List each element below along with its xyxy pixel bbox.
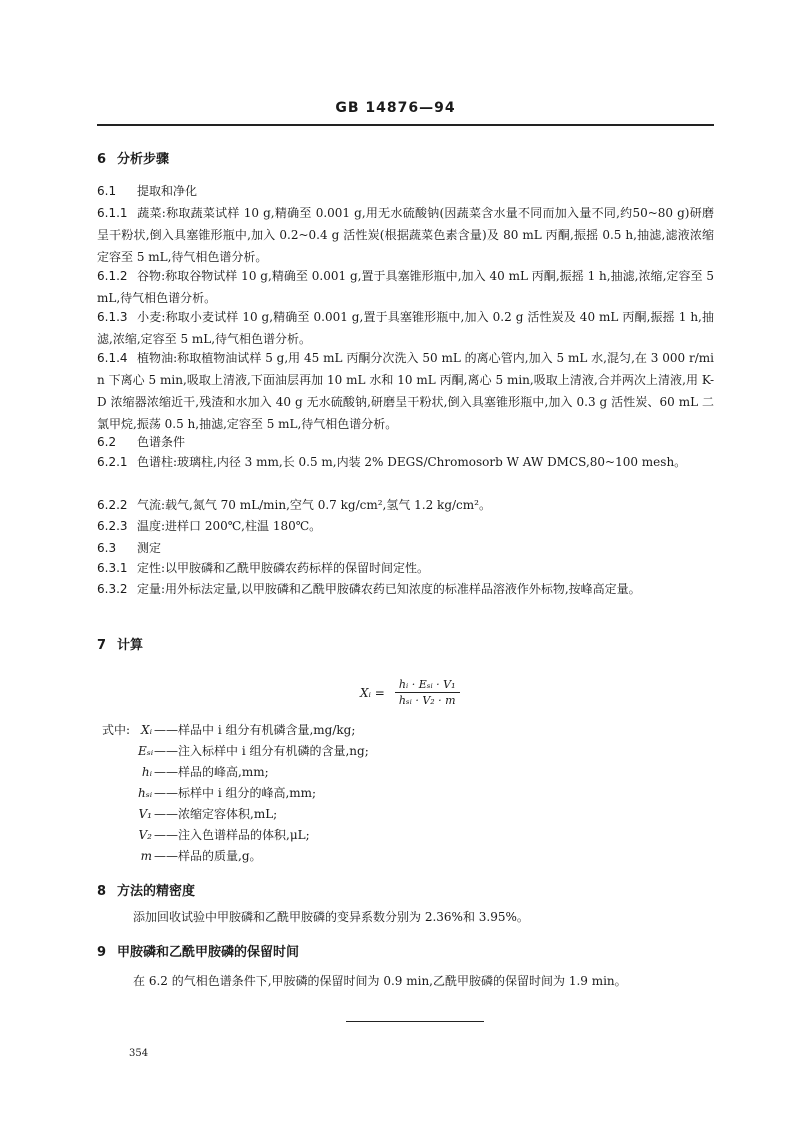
subsection-number: 6.2: [97, 435, 117, 449]
variable-description: ——注入色谱样品的体积,μL;: [154, 828, 310, 842]
variable-description: ——浓缩定容体积,mL;: [154, 807, 278, 821]
variable-symbol: V₂: [138, 828, 152, 842]
clause-text: 气流:载气,氮气 70 mL/min,空气 0.7 kg/cm²,氢气 1.2 kg/cm²。: [137, 498, 491, 512]
subsection-6-2: [97, 431, 714, 453]
clause-number: 6.1.2: [97, 269, 128, 283]
clause-text: 定量:用外标法定量,以甲胺磷和乙酰甲胺磷农药已知浓度的标准样品溶液作外标物,按峰高定量。: [137, 582, 641, 596]
clause-number: 6.1.3: [97, 310, 128, 324]
variable-row: [102, 846, 369, 867]
section-number: 6: [97, 152, 107, 167]
section-number: 7: [97, 638, 107, 653]
paragraph-6-1-2: [97, 265, 714, 309]
subsection-number: 6.1: [97, 184, 117, 198]
section-number: 8: [97, 884, 107, 899]
page-number: 354: [129, 1048, 149, 1059]
variable-row: [102, 720, 369, 741]
section-number: 9: [97, 945, 107, 960]
paragraph-6-2-1: [97, 451, 714, 473]
calculation-formula: [360, 678, 460, 707]
variable-symbol: Eₛᵢ: [138, 744, 154, 758]
section-9-heading: [97, 941, 714, 964]
subsection-title: 测定: [137, 541, 162, 555]
variable-row: [102, 762, 369, 783]
section-6-heading: [97, 148, 714, 171]
variable-description: ——标样中 i 组分的峰高,mm;: [154, 786, 317, 800]
section-8-text: 添加回收试验中甲胺磷和乙酰甲胺磷的变异系数分别为 2.36%和 3.95%。: [133, 910, 529, 924]
variable-description: ——样品中 i 组分有机磷含量,mg/kg;: [154, 723, 356, 737]
subsection-number: 6.3: [97, 541, 117, 555]
paragraph-6-1-4: [97, 347, 714, 435]
clause-number: 6.1.4: [97, 351, 128, 365]
formula-lhs: Xᵢ =: [360, 685, 385, 700]
formula-fraction: [395, 678, 460, 707]
variable-description: ——样品的质量,g。: [154, 849, 262, 863]
section-title: 甲胺磷和乙酰甲胺磷的保留时间: [117, 945, 300, 960]
subsection-6-1: [97, 180, 714, 202]
end-rule: [346, 1021, 484, 1022]
subsection-6-3: [97, 537, 714, 559]
section-7-heading: [97, 634, 714, 657]
subsection-title: 色谱条件: [137, 435, 186, 449]
clause-text: 小麦:称取小麦试样 10 g,精确至 0.001 g,置于具塞锥形瓶中,加入 0.2 g 活性炭及 40 mL 丙酮,振摇 1 h,抽滤,浓缩,定容至 5 mL,待气相色谱分析。: [97, 310, 714, 346]
clause-text: 定性:以甲胺磷和乙酰甲胺磷农药标样的保留时间定性。: [137, 561, 430, 575]
variable-description: ——样品的峰高,mm;: [154, 765, 269, 779]
clause-number: 6.3.2: [97, 582, 128, 596]
clause-number: 6.1.1: [97, 206, 128, 220]
section-title: 计算: [117, 638, 144, 653]
clause-text: 温度:进样口 200℃,柱温 180℃。: [137, 519, 322, 533]
variable-definitions: [102, 720, 369, 867]
paragraph-6-2-2: [97, 494, 714, 516]
variable-row: [102, 741, 369, 762]
clause-number: 6.2.2: [97, 498, 128, 512]
variable-symbol: m: [140, 849, 152, 863]
paragraph-6-3-2: [97, 578, 714, 600]
section-title: 分析步骤: [117, 152, 170, 167]
paragraph-6-2-3: [97, 515, 714, 537]
standard-number-header: GB 14876—94: [335, 100, 456, 116]
formula-numerator: hᵢ · Eₛᵢ · V₁: [395, 678, 460, 693]
variable-symbol: Xᵢ: [141, 723, 152, 737]
formula-denominator: hₛᵢ · V₂ · m: [398, 694, 456, 707]
clause-number: 6.3.1: [97, 561, 128, 575]
variable-symbol: hₛᵢ: [138, 786, 153, 800]
header-rule: [97, 124, 714, 126]
variable-description: ——注入标样中 i 组分有机磷的含量,ng;: [154, 744, 369, 758]
variable-symbol: hᵢ: [141, 765, 152, 779]
clause-number: 6.2.3: [97, 519, 128, 533]
clause-number: 6.2.1: [97, 455, 128, 469]
section-title: 方法的精密度: [117, 884, 196, 899]
variable-symbol: V₁: [138, 807, 152, 821]
variable-row: [102, 825, 369, 846]
paragraph-6-1-3: [97, 306, 714, 350]
clause-text: 植物油:称取植物油试样 5 g,用 45 mL 丙酮分次洗入 50 mL 的离心管内,加入 5 mL 水,混匀,在 3 000 r/min 下离心 5 min,吸取上清液,下面油层再加 10 mL 水和 10 mL 丙酮,离心 5 min,吸取上清液,合并两次上清液,用 K-D 浓缩器浓缩近干,残渣和水加入 40 g 无水硫酸钠,研磨呈干粉状,倒入具塞锥形瓶中,加入 0.3 g 活性炭、60 mL 二氯甲烷,振荡 0.5 h,抽滤,定容至 5 mL,待气相色谱分析。: [97, 351, 714, 431]
clause-text: 色谱柱:玻璃柱,内径 3 mm,长 0.5 m,内装 2% DEGS/Chromosorb W AW DMCS,80~100 mesh。: [137, 455, 687, 469]
paragraph-6-1-1: [97, 202, 714, 268]
variable-row: [102, 804, 369, 825]
section-8-heading: [97, 880, 714, 903]
where-label: 式中:: [102, 723, 131, 737]
paragraph-6-3-1: [97, 557, 714, 579]
subsection-title: 提取和净化: [137, 184, 198, 198]
clause-text: 谷物:称取谷物试样 10 g,精确至 0.001 g,置于具塞锥形瓶中,加入 40 mL 丙酮,振摇 1 h,抽滤,浓缩,定容至 5 mL,待气相色谱分析。: [97, 269, 714, 305]
variable-row: [102, 783, 369, 804]
clause-text: 蔬菜:称取蔬菜试样 10 g,精确至 0.001 g,用无水硫酸钠(因蔬菜含水量不同而加入量不同,约50~80 g)研磨呈干粉状,倒入具塞锥形瓶中,加入 0.2~0.4 g 活性炭(根据蔬菜色素含量)及 80 mL 丙酮,振摇 0.5 h,抽滤,滤液浓缩定容至 5 mL,待气相色谱分析。: [97, 206, 714, 264]
section-9-text: 在 6.2 的气相色谱条件下,甲胺磷的保留时间为 0.9 min,乙酰甲胺磷的保留时间为 1.9 min。: [133, 974, 627, 988]
